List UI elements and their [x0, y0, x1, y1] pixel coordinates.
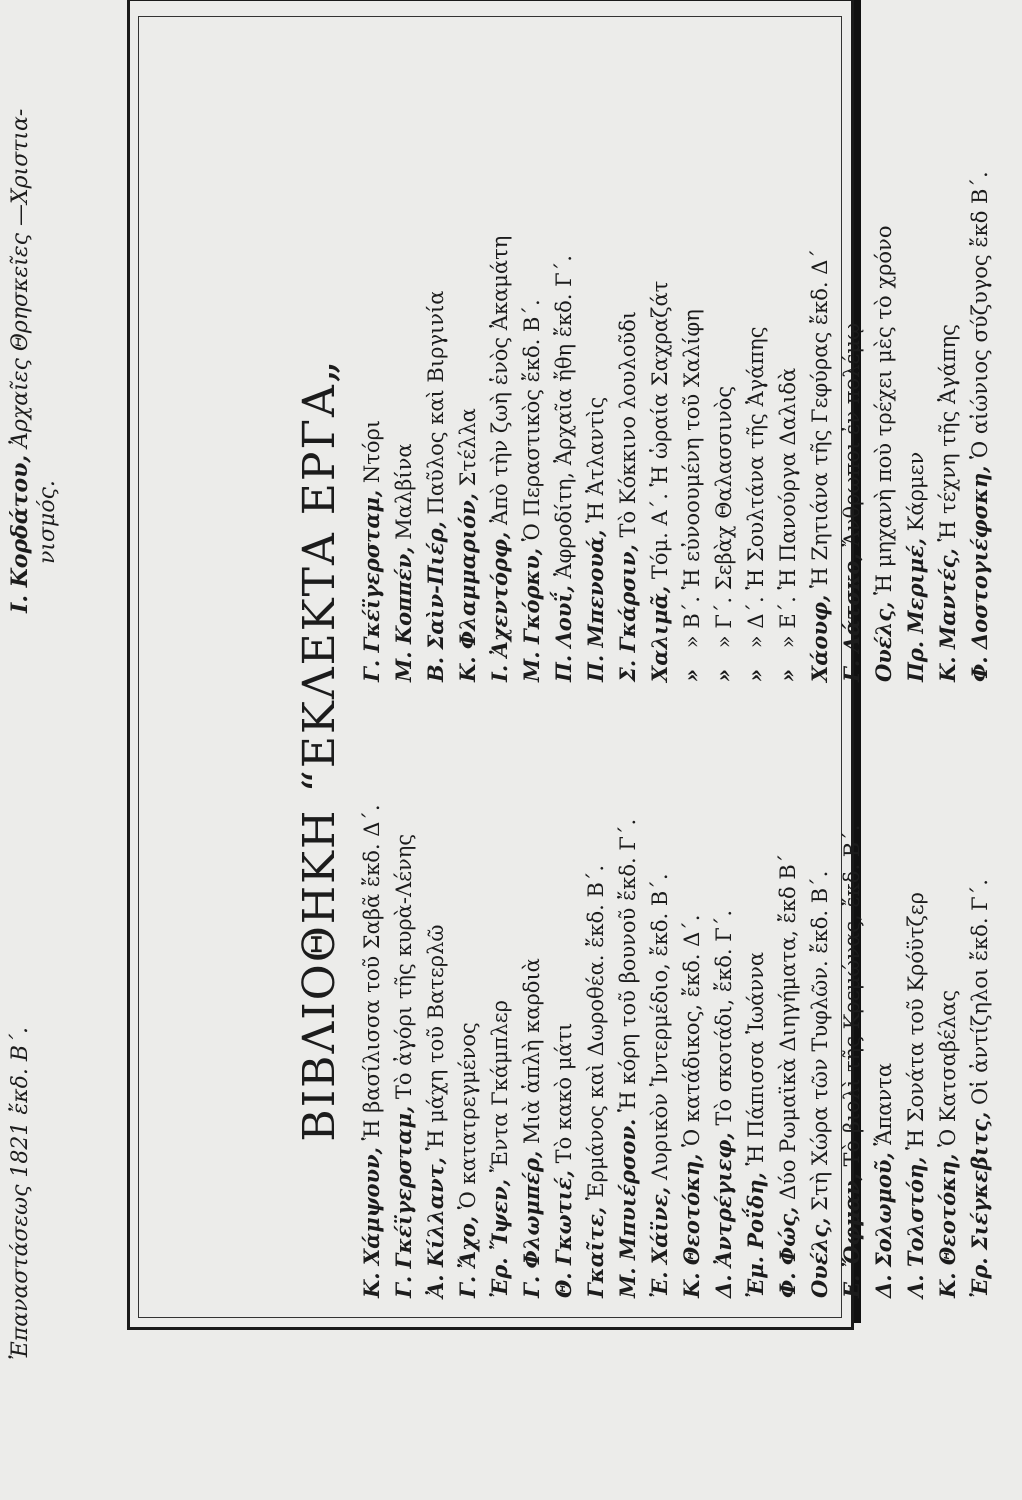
running-head-line-2: νισμός.	[35, 480, 60, 564]
book-entry	[676, 662, 708, 1298]
book-entry	[676, 42, 708, 682]
book-title: Ντόρι	[360, 419, 384, 484]
book-author: »	[711, 668, 736, 682]
book-entry	[836, 662, 868, 1298]
book-author: Δ. Σολωμοῦ,	[871, 1152, 896, 1298]
book-title: Μαλβίνα	[392, 443, 416, 540]
book-entry	[420, 662, 452, 1298]
book-title: Ὁ αἰώνιος σύζυγος ἔκδ Β΄.	[968, 171, 992, 459]
book-author: Φ. Δοστογιέφσκη,	[967, 465, 992, 682]
book-author: Κ. Μαντές,	[935, 548, 960, 682]
book-title: Μιὰ ἁπλὴ καρδιὰ	[520, 958, 544, 1144]
running-head-title: Ἐπαναστάσεως 1821 ἔκδ. Β΄.	[8, 1026, 33, 1360]
book-entry	[356, 42, 388, 682]
book-entry	[516, 662, 548, 1298]
book-entry	[580, 42, 612, 682]
book-title: Στέλλα	[456, 408, 480, 487]
book-author: Δ. Ἀντρέγιεφ,	[711, 1132, 736, 1298]
book-entry	[484, 662, 516, 1298]
book-entry	[740, 662, 772, 1298]
book-author: Μ. Γκόρκυ,	[519, 547, 544, 682]
book-title: » Ε΄. Ἡ Πανούργα Δαλιδὰ	[776, 367, 800, 649]
running-head-entry-1	[8, 1020, 33, 1360]
book-entry	[900, 662, 932, 1298]
book-author: »	[743, 668, 768, 682]
running-head-author: Ι. Κορδάτου,	[7, 454, 33, 613]
book-title: Τὸ βιολὶ τῆς Κρεμώνας, ἔκδ. Β΄.	[840, 824, 864, 1167]
book-entry	[772, 42, 804, 682]
book-list-right	[356, 42, 996, 682]
book-title: Ἡ Ἀτλαντὶς	[584, 396, 608, 523]
series-heading: ΒΙΒΛΙΟΘΗΚΗ “ΕΚΛΕΚΤΑ ΕΡΓΑ„	[294, 358, 345, 1142]
book-entry	[964, 42, 996, 682]
book-title: Τὸ κακὸ μάτι	[552, 1022, 576, 1164]
book-entry	[612, 42, 644, 682]
book-title: Ὁ Κατσαβέλας	[936, 989, 960, 1147]
book-entry	[548, 42, 580, 682]
book-entry	[516, 42, 548, 682]
book-author: Λ. Τολστόη,	[903, 1156, 928, 1298]
book-author: Χάουφ,	[807, 594, 832, 682]
book-author: Π. Μπενουά,	[583, 529, 608, 682]
book-entry	[580, 662, 612, 1298]
book-author: Ἐρ. Ἴψεν,	[487, 1178, 512, 1298]
book-entry	[932, 662, 964, 1298]
book-author: Ἐρ. Σιέγκεβιτς,	[967, 1111, 992, 1298]
book-entry	[644, 662, 676, 1298]
book-author: Ουέλς,	[807, 1217, 832, 1298]
book-author: Φ. Φώς,	[775, 1206, 800, 1298]
book-entry	[356, 662, 388, 1298]
book-title: Ἄνθρωποι ἐν πολέμῳ	[840, 322, 864, 547]
book-title: Ἑρμάνος καὶ Δωροθέα. ἔκδ. Β΄.	[584, 864, 608, 1201]
book-entry	[452, 662, 484, 1298]
book-author: Ουέλς,	[871, 601, 896, 682]
book-entry	[740, 42, 772, 682]
book-author: Μ. Κοππέν,	[391, 546, 416, 682]
book-title: Τὸ ἀγόρι τῆς κυρὰ-Λένης	[392, 833, 416, 1100]
book-entry	[772, 662, 804, 1298]
book-title: Ὁ κατάδικος, ἔκδ. Δ΄.	[680, 914, 704, 1147]
book-entry	[868, 662, 900, 1298]
book-author: Ι. Ἀχεντόρφ,	[487, 531, 512, 682]
book-author: Μ. Μπυιέρσον.	[615, 1118, 640, 1298]
book-title: Ὁ κατατρεγμένος	[456, 1022, 480, 1210]
book-title: Τὸ σκοτάδι, ἔκδ. Γ΄.	[712, 909, 736, 1126]
book-title: » Γ΄. Σεβὰχ Θαλασσινὸς	[712, 385, 736, 649]
book-title: Ἡ βασίλισσα τοῦ Σαβᾶ ἔκδ. Δ΄.	[360, 804, 384, 1141]
book-title: Κάρμεν	[904, 451, 928, 532]
book-title: Ἡ κόρη τοῦ βουνοῦ ἔκδ. Γ΄.	[616, 818, 640, 1112]
book-entry	[484, 42, 516, 682]
book-entry	[804, 662, 836, 1298]
book-title: Οἱ ἀντίζηλοι ἔκδ. Γ΄.	[968, 879, 992, 1105]
book-author: Γ. Λάτσκο,	[839, 553, 864, 682]
book-title: Ἡ Σονάτα τοῦ Κρόϋτζερ	[904, 892, 928, 1150]
book-title: » Δ΄. Ἡ Σουλτάνα τῆς Ἀγάπης	[744, 326, 768, 649]
book-author: »	[679, 668, 704, 682]
book-entry	[900, 42, 932, 682]
book-title: » Β΄. Ἡ εὐνοουμένη τοῦ Χαλίφη	[680, 309, 704, 649]
running-head-title: Ἀρχαῖες Θρησκεῖες —Χριστια-	[8, 108, 33, 448]
book-title: Δύο Ρωμαϊκὰ Διηγήματα, ἔκδ Β΄	[776, 853, 800, 1200]
book-entry	[708, 662, 740, 1298]
running-head-line-1	[6, 0, 35, 1360]
book-entry	[612, 662, 644, 1298]
book-entry	[708, 42, 740, 682]
book-author: Β. Σαὶν-Πιέρ,	[423, 521, 448, 682]
book-entry	[644, 42, 676, 682]
book-title: Ἡ μάχη τοῦ Βατερλῶ	[424, 924, 448, 1151]
book-entry	[868, 42, 900, 682]
book-entry	[804, 42, 836, 682]
book-list-left	[356, 662, 996, 1298]
book-entry	[964, 662, 996, 1298]
book-entry	[452, 42, 484, 682]
book-author: Γκαῖτε,	[583, 1206, 608, 1298]
book-title: Ἅπαντα	[872, 1062, 896, 1146]
book-title: Παῦλος καὶ Βιργινία	[424, 290, 448, 515]
book-author: Ἐμ. Ροΐδη,	[743, 1172, 768, 1298]
book-author: Γ. Γκέϊγερσταμ,	[391, 1105, 416, 1298]
book-title: Ἀφροδίτη, Ἀρχαῖα ἤθη ἔκδ. Γ΄.	[552, 255, 576, 579]
book-author: Κ. Χάμψουν,	[359, 1147, 384, 1298]
book-title: Ἡ τέχνη τῆς Ἀγάπης	[936, 324, 960, 542]
book-author: Γ. Ἄχο,	[455, 1215, 480, 1298]
book-author: Ε. Ὄφμαν,	[839, 1173, 864, 1298]
book-entry	[548, 662, 580, 1298]
book-title: Ἔντα Γκάμπλερ	[488, 999, 512, 1173]
book-author: Κ. Θεοτόκη,	[679, 1153, 704, 1298]
book-title: Τόμ. Α΄. Ἡ ὡραία Σαχραζάτ	[648, 280, 672, 580]
book-title: Τὸ Κόκκινο λουλοῦδι	[616, 310, 640, 538]
book-title: Ἡ Ζητιάνα τῆς Γεφύρας ἔκδ. Δ΄	[808, 249, 832, 588]
book-author: Π. Λουΐ,	[551, 585, 576, 682]
book-entry	[388, 42, 420, 682]
book-entry	[420, 42, 452, 682]
book-title: Ἀπὸ τὴν ζωὴ ἑνὸς Ἀκαμάτη	[488, 235, 512, 525]
book-author: Κ. Φλαμμαριόν,	[455, 493, 480, 682]
book-title: Ἡ μηχανὴ ποὺ τρέχει μὲς τὸ χρόνο	[872, 225, 896, 595]
book-author: Γ. Γκέϊγερσταμ,	[359, 489, 384, 682]
book-author: Θ. Γκωτιέ,	[551, 1170, 576, 1298]
book-entry	[836, 42, 868, 682]
running-head-entry-2	[8, 109, 33, 613]
book-title: Λυρικὸν Ἰντερμέδιο, ἔκδ. Β΄.	[648, 873, 672, 1181]
book-title: Στὴ Χώρα τῶν Τυφλῶν. ἔκδ. Β΄.	[808, 870, 832, 1211]
book-author: »	[775, 668, 800, 682]
book-author: Κ. Θεοτόκη,	[935, 1153, 960, 1298]
book-author: Ἀ. Κίλλαντ,	[423, 1157, 448, 1298]
book-author: Πρ. Μεριμέ,	[903, 537, 928, 682]
book-author: Γ. Φλωμπέρ,	[519, 1150, 544, 1298]
book-entry	[932, 42, 964, 682]
book-title: Ἡ Πάπισσα Ἰωάννα	[744, 951, 768, 1166]
book-title: Ὁ Περαστικὸς ἔκδ. Β΄.	[520, 299, 544, 542]
book-author: Σ. Γκάρσιν,	[615, 544, 640, 682]
book-entry	[388, 662, 420, 1298]
book-author: Χαλιμᾶ,	[647, 585, 672, 682]
book-author: Ἐ. Χάϊνε,	[647, 1186, 672, 1298]
